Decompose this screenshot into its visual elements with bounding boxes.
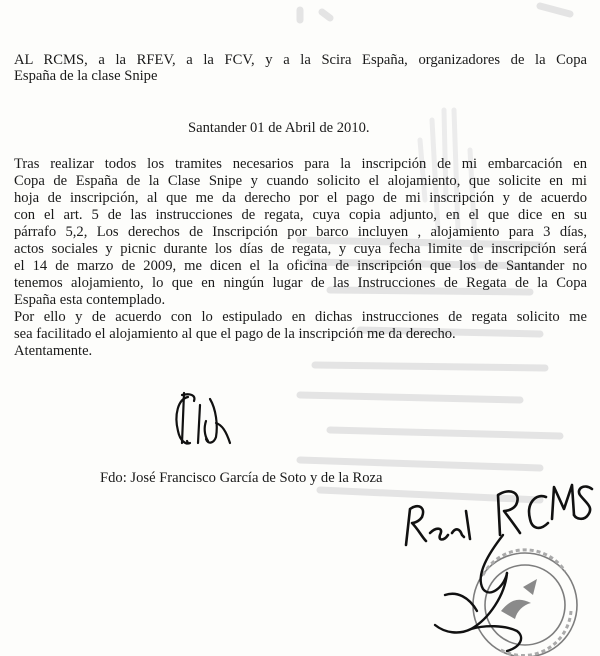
recipients-line-2: España de la clase Snipe: [14, 68, 158, 84]
body-line: párrafo 5,2, Los derechos de Inscripción por barco incluyen , alojamiento para 3 días,: [14, 224, 587, 240]
body-line: Atentamente.: [14, 343, 93, 359]
date-line: Santander 01 de Abril de 2010.: [188, 120, 370, 136]
signature-line: Fdo: José Francisco García de Soto y de la Roza: [100, 470, 383, 486]
official-stamp-seal: [405, 515, 595, 656]
body-line: actos sociales y picnic durante los días de regata, y cuya fecha limite de inscripción será: [14, 241, 587, 257]
body-line: Copa de España de la Clase Snipe y cuando solicito el alojamiento, que solicite en mi: [14, 173, 587, 189]
body-line: con el art. 5 de las instrucciones de regata, cuya copia adjunto, en el que dice en su: [14, 207, 587, 223]
recipients-line-1: AL RCMS, a la RFEV, a la FCV, y a la Scira España, organizadores de la Copa: [14, 52, 587, 68]
body-line: tenemos alojamiento, lo que en ningún lugar de las Instrucciones de Regata de la Copa: [14, 275, 587, 291]
body-line: el 14 de marzo de 2009, me dicen el la oficina de inscripción que los de Santander no: [14, 258, 587, 274]
body-line: Por ello y de acuerdo con lo estipulado en dichas instrucciones de regata solicito me: [14, 309, 587, 325]
handwritten-signature: [160, 385, 240, 455]
body-line: Tras realizar todos los tramites necesarios para la inscripción de mi embarcación en: [14, 156, 587, 172]
body-line: hoja de inscripción, al que me da derecho por el pago de mi inscripción y de acuerdo: [14, 190, 587, 206]
body-line: España esta contemplado.: [14, 292, 166, 308]
body-line: sea facilitado el alojamiento al que el pago de la inscripción me da derecho.: [14, 326, 456, 342]
